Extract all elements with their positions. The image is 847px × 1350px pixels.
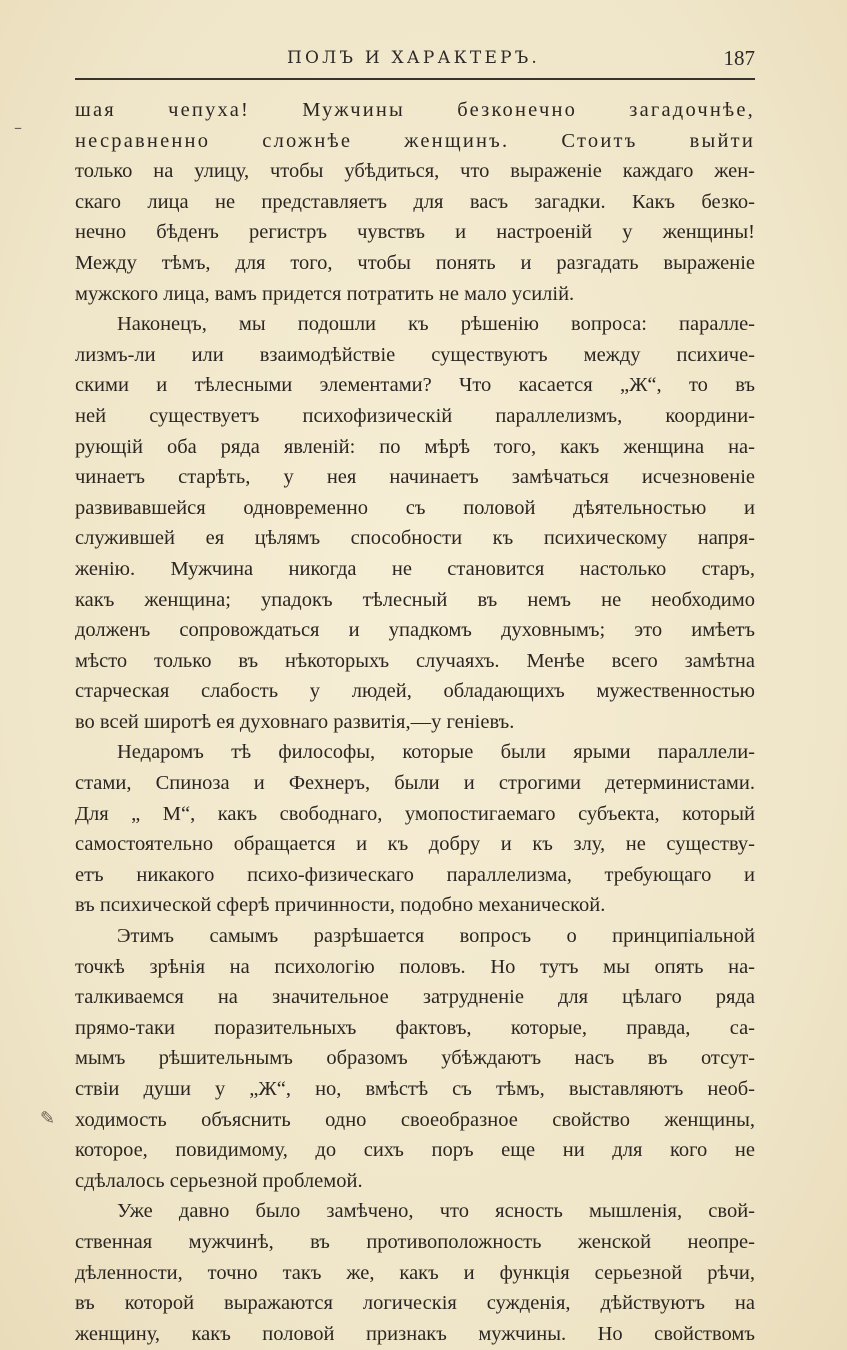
text-line: Для „ М“, какъ свободнаго, умопостигаемаго субъекта, который [75,802,755,825]
text-line: развивавшейся одновременно съ половой дѣятельностью и [75,496,755,519]
text-line: сдѣлалось серьезной проблемой. [75,1169,363,1192]
running-head [75,46,755,76]
text-line: во всей широтѣ ея духовнаго развитія,—у геніевъ. [75,710,515,733]
text-line: нечно бѣденъ регистръ чувствъ и настроеній у женщины! [75,221,755,244]
text-line: только на улицу, чтобы убѣдиться, что выраженіе каждаго жен- [75,160,755,183]
text-line: етъ никакого психо-физическаго параллелизма, требующаго и [75,863,755,886]
text-line: въ психической сферѣ причинности, подобно механической. [75,894,606,917]
text-line: женщину, какъ половой признакъ мужчины. Но свойствомъ [75,1322,755,1345]
text-line: ходимость объяснить одно своеобразное свойство женщины, [75,1108,755,1131]
text-line: ствіи души у „Ж“, но, вмѣстѣ съ тѣмъ, выставляютъ необ- [75,1078,755,1100]
text-line: самостоятельно обращается и къ добру и къ злу, не существу- [75,833,755,856]
paragraph-first-line: Недаромъ тѣ философы, которые были ярыми параллели- [117,741,755,764]
text-line: въ которой выражаются логическія сужденія, дѣйствуютъ на [75,1292,755,1315]
text-line: старческая слабость у людей, обладающихъ мужественностью [75,680,755,703]
text-line: шая чепуха! Мужчины безконечно загадочнѣе, [75,99,755,121]
paragraph-first-line: Наконецъ, мы подошли къ рѣшенію вопроса: паралле- [117,313,755,336]
text-line: ней существуетъ психофизическій параллелизмъ, координи- [75,404,755,427]
text-line: точкѣ зрѣнія на психологію половъ. Но тутъ мы опять на- [75,955,755,978]
text-line: несравненно сложнѣе женщинъ. Стоитъ выйти [75,129,755,152]
body-text [75,95,755,1349]
page-number: 187 [723,46,755,70]
text-line: долженъ сопровождаться и упадкомъ духовнымъ; это имѣетъ [75,619,755,642]
running-head-title: ПОЛЪ И ХАРАКТЕРЪ. [287,48,541,68]
text-line: чинаетъ старѣть, у нея начинаетъ замѣчаться исчезновеніе [75,466,755,489]
text-line: рующій оба ряда явленій: по мѣрѣ того, какъ женщина на- [75,435,755,458]
text-line: мужского лица, вамъ придется потратить не мало усилій. [75,282,575,305]
text-line: прямо-таки поразительныхъ фактовъ, которые, правда, са- [75,1016,755,1039]
margin-ornament-mark: ✎ [40,1108,56,1129]
text-line: скаго лица не представляетъ для васъ загадки. Какъ безко- [75,190,755,213]
text-line: стами, Спиноза и Фехнеръ, были и строгими детерминистами. [75,772,755,795]
text-line: какъ женщина; упадокъ тѣлесный въ немъ не необходимо [75,588,755,611]
text-line: мымъ рѣшительнымъ образомъ убѣждаютъ насъ въ отсут- [75,1047,755,1070]
paragraph-first-line: Уже давно было замѣчено, что ясность мышленія, свой- [117,1200,755,1223]
text-line: ственная мужчинѣ, въ противоположность женской неопре- [75,1230,755,1253]
text-line: Между тѣмъ, для того, чтобы понять и разгадать выраженіе [75,251,755,274]
paragraph-first-line: Этимъ самымъ разрѣшается вопросъ о принципіальной [117,925,755,948]
text-line: женію. Мужчина никогда не становится настолько старъ, [75,557,755,580]
text-line: талкиваемся на значительное затрудненіе для цѣлаго ряда [75,986,755,1009]
header-rule [75,78,755,80]
text-line: служившей ея цѣлямъ способности къ психическому напря- [75,527,755,550]
text-line: дѣленности, точно такъ же, какъ и функція серьезной рѣчи, [75,1261,755,1284]
text-line: которое, повидимому, до сихъ поръ еще ни для кого не [75,1139,755,1162]
text-line: лизмъ-ли или взаимодѣйствіе существуютъ между психиче- [75,343,755,366]
text-line: скими и тѣлесными элементами? Что касается „Ж“, то въ [75,374,755,397]
text-line: мѣсто только въ нѣкоторыхъ случаяхъ. Менѣе всего замѣтна [75,649,755,672]
margin-dash-mark: – [14,118,22,137]
